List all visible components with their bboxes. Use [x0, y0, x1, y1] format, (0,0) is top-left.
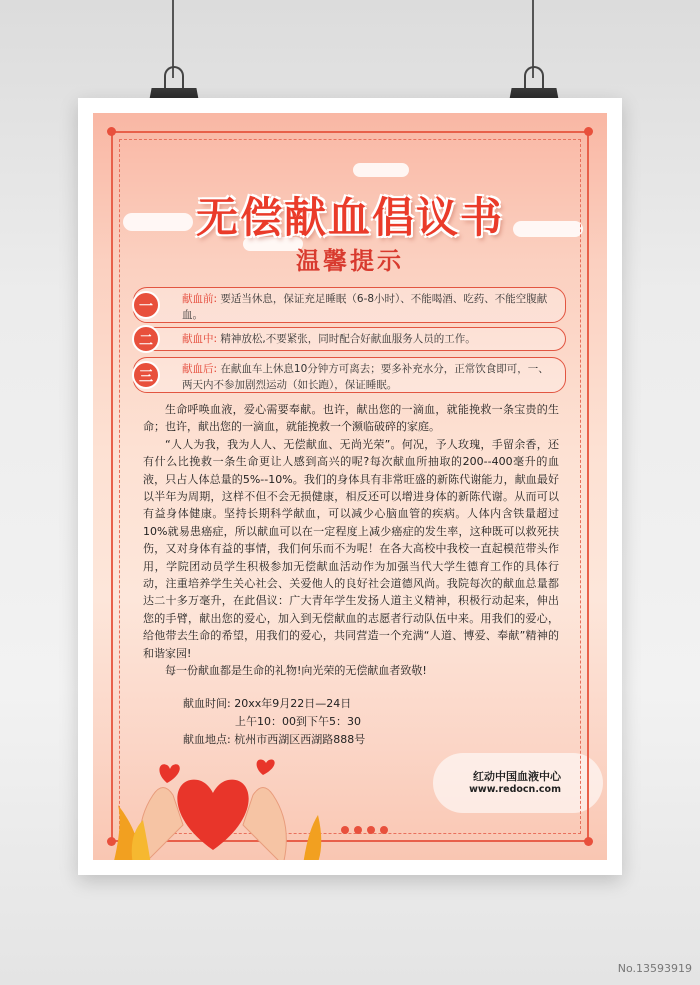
organizer — [469, 768, 561, 795]
appeal-paragraph: 每一份献血都是生命的礼物!向光荣的无偿献血者致敬! — [165, 664, 427, 678]
poster-title: 无偿献血倡议书 — [195, 193, 504, 242]
tip-label: 献血前: — [182, 293, 218, 305]
image-id-watermark: No.13593919 — [617, 962, 692, 975]
decorative-dots — [341, 819, 393, 838]
appeal-paragraph: “人人为我，我为人人、无偿献血、无尚光荣”。何况，予人玫瑰，手留余香，还有什么比挽救一条生命更让人感到高兴的呢?每次献血所抽取的200--400毫升的血液，只占人体总量的5%--10%。我们的身体具有非常旺盛的新陈代谢能力，献血最好以半年为周期，这样不但不会无损健康，相反还可以增进身体的新陈代谢。从而可以有益身体健康。坚持长期科学献血，可以减少心脑血管的疾病。人体内含铁量超过10%就易患癌症，所以献血可以在一定程度上减少癌症的发生率，这种既可以救死扶伤，又对身体有益的事情，我们何乐而不为呢！在各大高校中我校一直起模范带头作用，学院团动员学生积极参加无偿献血活动作为加强当代大学生德育工作的具体行动，注重培养学生关心社会、关爱他人的良好社会道德风尚。我院每次的献血总量都达二十多万毫升，在此倡议：广大青年学生发扬人道主义精神，积极行动起来，伸出您的手臂，献出您的爱心，加入到无偿献血的志愿者行动队伍中来。用我们的爱心，给他带去生命的希望，用我们的爱心，共同营造一个充满“人道、博爱、奉献”精神的和谐家园! — [143, 437, 559, 660]
corner-dot — [584, 837, 593, 846]
tip-text: 在献血车上休息10分钟方可离去；要多补充水分，正常饮食即可，一、两天内不参加剧烈运动（如长跑），保证睡眠。 — [182, 363, 549, 391]
tip-before — [133, 287, 566, 323]
tip-during — [133, 327, 566, 351]
tip-badge: 二 — [132, 325, 160, 353]
organizer-name: 红动中国血液中心 — [473, 770, 561, 783]
place-value: 杭州市西湖区西湖路888号 — [234, 733, 366, 746]
tip-badge: 一 — [132, 291, 160, 319]
appeal-paragraph: 生命呼唤血液，爱心需要奉献。也许，献出您的一滴血，就能挽救一条宝贵的生命；也许，献出您的一滴血，就能挽救一个濒临破碎的家庭。 — [143, 403, 559, 434]
tip-label: 献血中: — [182, 333, 218, 345]
donation-hours: 上午10：00到下午5：30 — [235, 715, 361, 728]
poster-sheet — [78, 98, 622, 875]
time-value: 20xx年9月22日—24日 — [234, 697, 352, 710]
tip-text: 要适当休息，保证充足睡眠（6-8小时）、不能喝酒、吃药、不能空腹献血。 — [182, 293, 548, 321]
tip-badge: 三 — [132, 361, 160, 389]
time-label: 献血时间: — [183, 697, 231, 710]
corner-dot — [584, 127, 593, 136]
appeal-body — [143, 401, 559, 680]
tip-text: 精神放松,不要紧张，同时配合好献血服务人员的工作。 — [220, 333, 476, 345]
tip-label: 献血后: — [182, 363, 218, 375]
donation-time — [183, 695, 351, 711]
corner-dot — [107, 127, 116, 136]
poster-artwork — [93, 113, 607, 860]
place-label: 献血地点: — [183, 733, 231, 746]
heart-icon — [177, 780, 248, 850]
poster-subtitle: 温馨提示 — [296, 247, 404, 275]
hands-heart-illustration — [103, 735, 323, 860]
tip-after — [133, 357, 566, 393]
organizer-url: www.redocn.com — [469, 784, 561, 795]
